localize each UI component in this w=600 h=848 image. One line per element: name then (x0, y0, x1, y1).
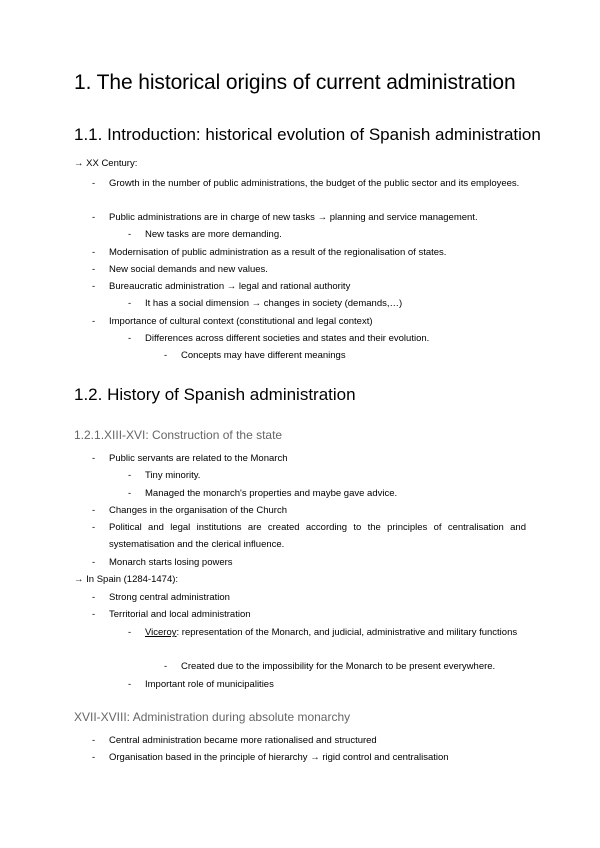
list-item: - Strong central administration (92, 589, 526, 606)
bullet-dash: - (92, 735, 96, 746)
bullet-dash: - (92, 453, 96, 464)
bullet-dash: - (164, 661, 168, 672)
bullet-dash: - (164, 350, 168, 361)
list-item: - New social demands and new values. (92, 261, 526, 278)
list-item: - Tiny minority. (128, 467, 526, 484)
bullet-dash: - (128, 627, 132, 638)
bullet-dash: - (92, 752, 96, 763)
list-item: - Created due to the impossibility for the Monarch to be present everywhere. (164, 658, 526, 675)
list-item: - Importance of cultural context (constitutional and legal context) (92, 313, 526, 330)
bullet-dash: - (128, 333, 132, 344)
list-item: - Public administrations are in charge of new tasks → planning and service management. (92, 209, 526, 226)
section-heading-history: 1.2. History of Spanish administration (74, 385, 356, 404)
bullet-dash: - (128, 679, 132, 690)
bullet-dash: - (92, 212, 96, 223)
list-item: - Central administration became more rationalised and structured (92, 732, 526, 749)
list-item: - Public servants are related to the Monarch (92, 450, 526, 467)
list-item: - Bureaucratic administration → legal and rational authority (92, 278, 526, 295)
list-item: - Monarch starts losing powers (92, 554, 526, 571)
page-title: 1. The historical origins of current administration (74, 71, 516, 94)
bullet-dash: - (128, 229, 132, 240)
list-item: - Differences across different societies and states and their evolution. (128, 330, 526, 347)
viceroy-term: Viceroy (145, 627, 177, 638)
bullet-dash: - (92, 505, 96, 516)
list-item: - Changes in the organisation of the Church (92, 502, 526, 519)
bullet-dash: - (92, 247, 96, 258)
list-item: - Political and legal institutions are created according to the principles of centralisation and systematisation and the clerical influence. (92, 519, 526, 553)
bullet-dash: - (128, 470, 132, 481)
list-item: - Organisation based in the principle of hierarchy → rigid control and centralisation (92, 749, 526, 766)
lead-in-spain: → In Spain (1284-1474): (74, 574, 179, 585)
lead-xx-century: → XX Century: (74, 158, 138, 169)
bullet-dash: - (92, 592, 96, 603)
subheading-absolute-monarchy: XVII-XVIII: Administration during absolute monarchy (74, 710, 351, 724)
list-item: - Modernisation of public administration as a result of the regionalisation of states. (92, 244, 526, 261)
list-item: - Territorial and local administration (92, 606, 526, 623)
bullet-dash: - (92, 316, 96, 327)
list-item: - Managed the monarch's properties and maybe gave advice. (128, 485, 526, 502)
subheading-construction-of-state: 1.2.1.XIII-XVI: Construction of the state (74, 428, 283, 442)
bullet-dash: - (92, 178, 96, 189)
bullet-dash: - (128, 298, 132, 309)
bullet-dash: - (92, 281, 96, 292)
list-item: - Important role of municipalities (128, 676, 526, 693)
section-heading-introduction: 1.1. Introduction: historical evolution of Spanish administration (74, 125, 541, 144)
list-item: - New tasks are more demanding. (128, 226, 526, 243)
bullet-dash: - (92, 264, 96, 275)
list-item: - Growth in the number of public administrations, the budget of the public sector and its employees. (92, 175, 526, 192)
list-item: - Viceroy: representation of the Monarch, and judicial, administrative and military functions (128, 624, 526, 641)
bullet-dash: - (92, 609, 96, 620)
list-item: - Concepts may have different meanings (164, 347, 526, 364)
bullet-dash: - (128, 488, 132, 499)
list-item: - It has a social dimension → changes in society (demands,…) (128, 295, 526, 312)
bullet-dash: - (92, 557, 96, 568)
bullet-dash: - (92, 522, 96, 533)
